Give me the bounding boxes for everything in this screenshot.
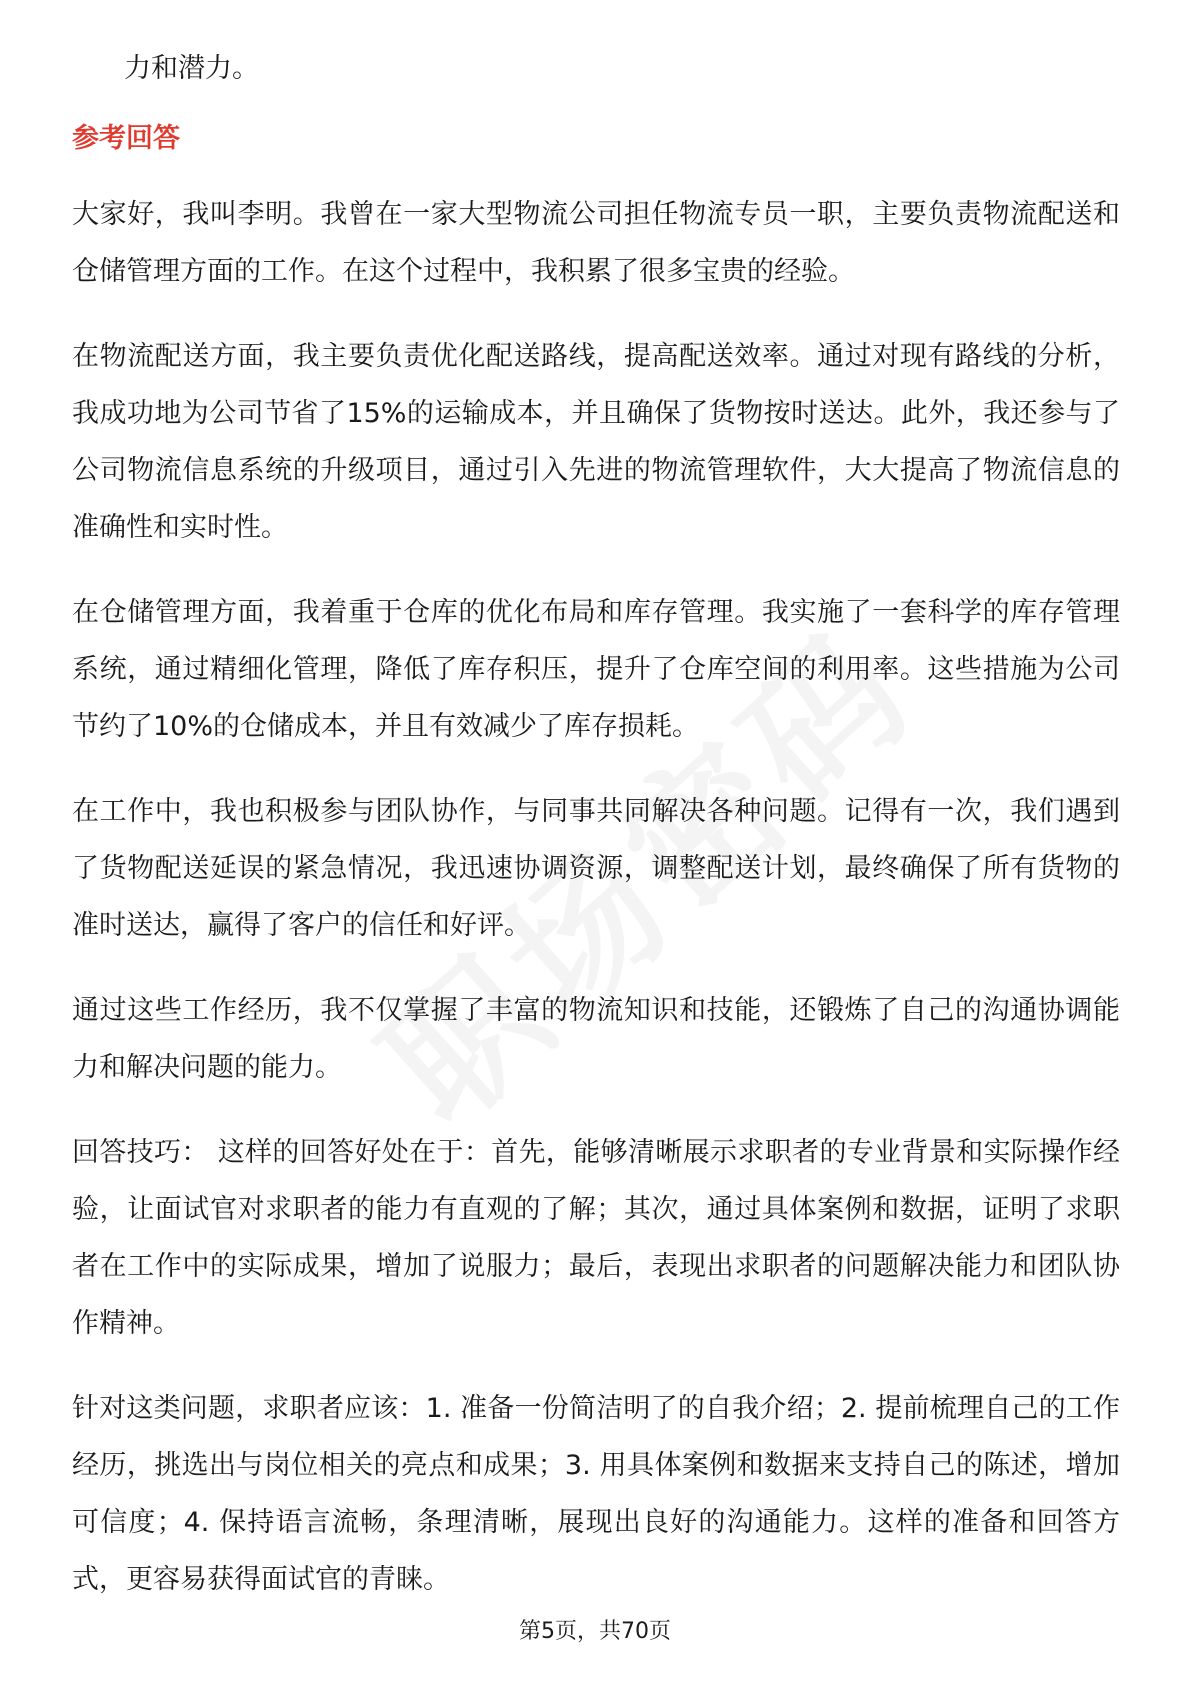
- paragraph-teamwork: 在工作中，我也积极参与团队协作，与同事共同解决各种问题。记得有一次，我们遇到了货物配送延误的紧急情况，我迅速协调资源，调整配送计划，最终确保了所有货物的准时送达，赢得了客户的信任和好评。: [72, 796, 1120, 941]
- paragraph-intro: 大家好，我叫李明。我曾在一家大型物流公司担任物流专员一职，主要负责物流配送和仓储管理方面的工作。在这个过程中，我积累了很多宝贵的经验。: [72, 199, 1120, 287]
- continuation-text: 力和潜力。: [124, 53, 259, 84]
- document-page: [72, 40, 1120, 1636]
- paragraph-delivery: 在物流配送方面，我主要负责优化配送路线，提高配送效率。通过对现有路线的分析，我成功地为公司节省了15%的运输成本，并且确保了货物按时送达。此外，我还参与了公司物流信息系统的升级项目，通过引入先进的物流管理软件，大大提高了物流信息的准确性和实时性。: [72, 341, 1120, 543]
- paragraph-warehouse: 在仓储管理方面，我着重于仓库的优化布局和库存管理。我实施了一套科学的库存管理系统，通过精细化管理，降低了库存积压，提升了仓库空间的利用率。这些措施为公司节约了10%的仓储成本，并且有效减少了库存损耗。: [72, 597, 1120, 742]
- paragraph-summary: 通过这些工作经历，我不仅掌握了丰富的物流知识和技能，还锻炼了自己的沟通协调能力和解决问题的能力。: [72, 995, 1120, 1083]
- section-heading: 参考回答: [72, 123, 180, 154]
- paragraph-tips: 回答技巧： 这样的回答好处在于：首先，能够清晰展示求职者的专业背景和实际操作经验，让面试官对求职者的能力有直观的了解；其次，通过具体案例和数据，证明了求职者在工作中的实际成果，增加了说服力；最后，表现出求职者的问题解决能力和团队协作精神。: [72, 1137, 1120, 1339]
- page-number-footer: 第5页，共70页: [519, 1619, 671, 1644]
- paragraph-advice: 针对这类问题，求职者应该：1. 准备一份简洁明了的自我介绍；2. 提前梳理自己的工作经历，挑选出与岗位相关的亮点和成果；3. 用具体案例和数据来支持自己的陈述，增加可信度；4. 保持语言流畅，条理清晰，展现出良好的沟通能力。这样的准备和回答方式，更容易获得面试官的青睐。: [72, 1393, 1120, 1595]
